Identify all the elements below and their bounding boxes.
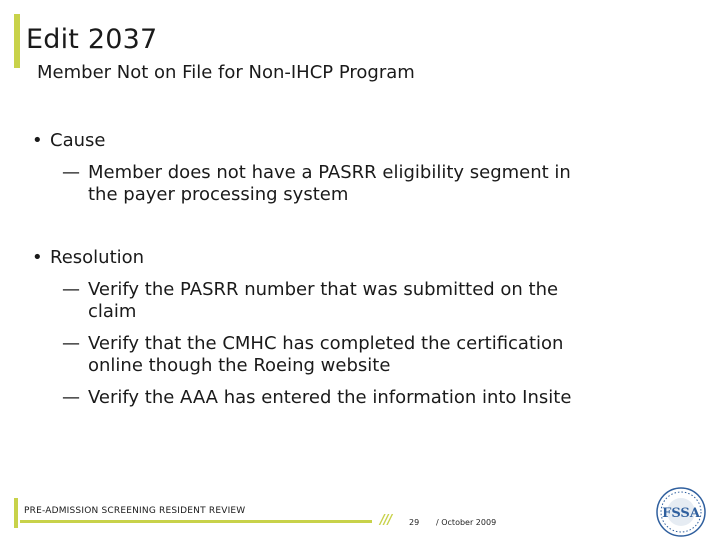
page-number: 29 (409, 518, 420, 527)
footer-slashes: /// (380, 513, 392, 528)
dash-glyph: — (62, 279, 80, 300)
bullet-dot: • (32, 247, 43, 268)
sub-item-resolution-1 (62, 279, 602, 323)
sub-item-text: Verify that the CMHC has completed the certification online though the Roeing website (88, 333, 564, 376)
bullet-label: Cause (50, 130, 106, 151)
dash-glyph: — (62, 162, 80, 183)
fssa-seal-icon (655, 486, 707, 538)
title-accent-bar (14, 14, 20, 68)
sub-item-resolution-2 (62, 333, 602, 377)
dash-glyph: — (62, 387, 80, 408)
sub-item-text: Verify the PASRR number that was submitted on the claim (88, 279, 559, 322)
footer-underline (20, 520, 372, 523)
seal-monogram: FSSA (662, 506, 700, 521)
footer-date: / October 2009 (436, 518, 497, 527)
bullet-resolution (32, 247, 144, 268)
sub-item-text: Verify the AAA has entered the information into Insite (88, 387, 572, 408)
bullet-cause (32, 130, 105, 151)
sub-item-cause-1 (62, 162, 602, 206)
footer-label: PRE-ADMISSION SCREENING RESIDENT REVIEW (24, 506, 246, 516)
dash-glyph: — (62, 333, 80, 354)
slide-title: Edit 2037 (26, 24, 158, 55)
slide-subtitle: Member Not on File for Non-IHCP Program (37, 62, 415, 83)
bullet-label: Resolution (50, 247, 145, 268)
bullet-dot: • (32, 130, 43, 151)
footer-accent-bar (14, 498, 18, 528)
sub-item-resolution-3 (62, 387, 602, 409)
sub-item-text: Member does not have a PASRR eligibility segment in the payer processing system (88, 162, 571, 205)
